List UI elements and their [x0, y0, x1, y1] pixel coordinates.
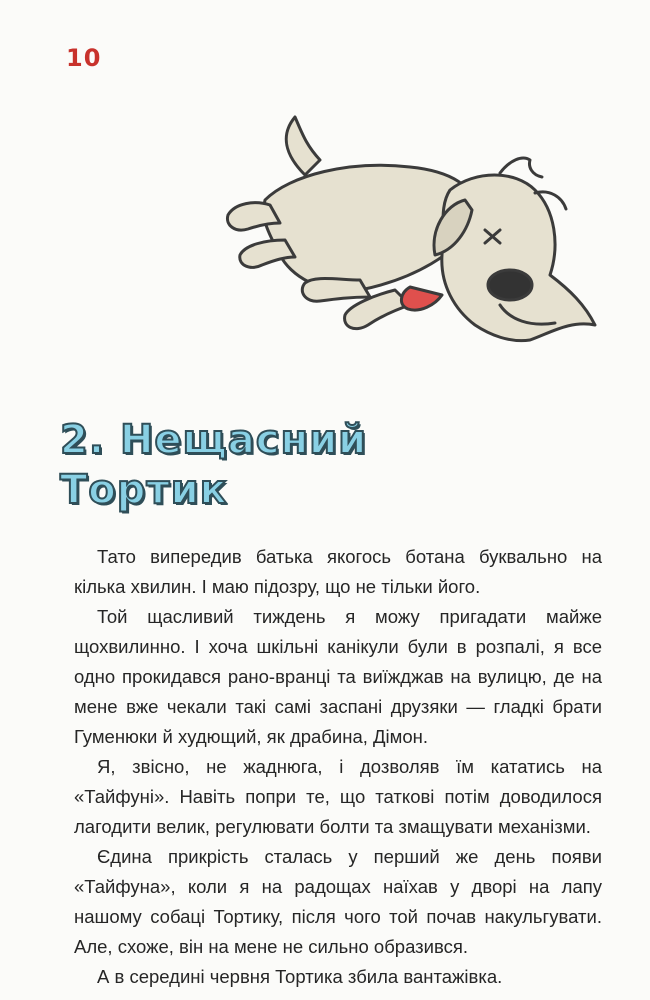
paragraph: Той щасливий тиждень я можу пригадати майже щохвилинно. І хоча шкільні канікули були в розпалі, я все одно прокидався рано-вранці та виїжджав на вулицю, де на мене вже чекали такі самі заспані друзяки — гладкі брати Гуменюки й худющий, як драбина, Дімон.: [74, 606, 602, 747]
page-number: 10: [66, 44, 102, 72]
paragraph: Єдина прикрість сталась у перший же день появи «Тайфуна», коли я на радощах наїхав у дворі на лапу нашому собаці Тортику, після чого той почав накульгувати. Але, схоже, він на мене не сильно образився.: [74, 846, 602, 957]
chapter-title-line-1: 2. Нещасний: [60, 417, 368, 463]
paragraph: А в середині червня Тортика збила вантажівка.: [97, 966, 503, 987]
chapter-title: [60, 415, 367, 515]
chapter-title-line-2: Тортик: [60, 467, 228, 513]
paragraph: Тато випередив батька якогось ботана буквально на кілька хвилин. І маю підозру, що не тільки його.: [74, 546, 602, 597]
dog-illustration: [210, 105, 610, 365]
chapter-body: [74, 542, 602, 992]
paragraph: Я, звісно, не жаднюга, і дозволяв їм кататись на «Тайфуні». Навіть попри те, що таткові потім доводилося лагодити велик, регулювати болти та змащувати механізми.: [74, 756, 602, 837]
